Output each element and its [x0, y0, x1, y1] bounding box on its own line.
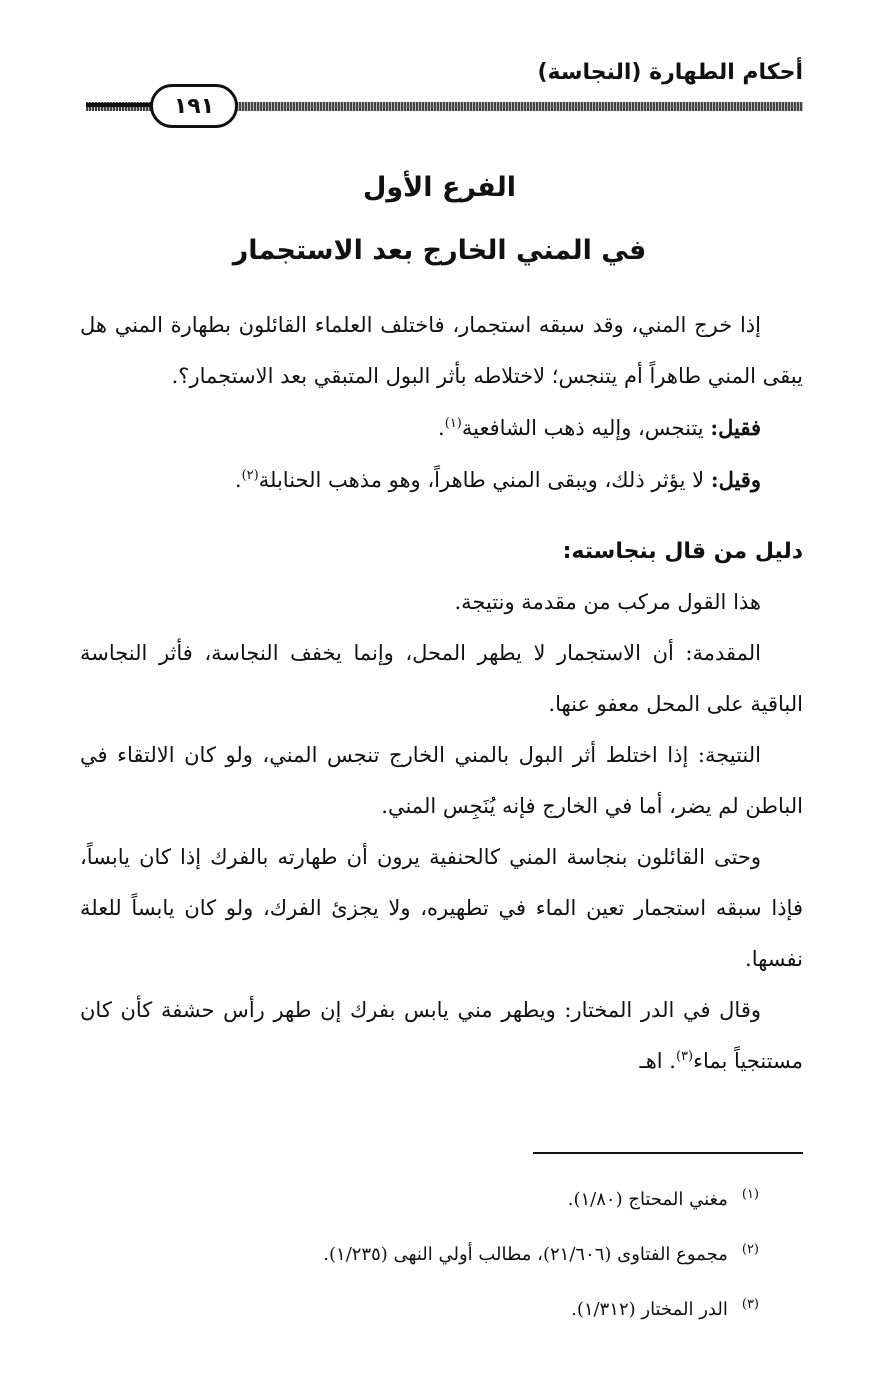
footnote-number: (٢) — [741, 1242, 759, 1257]
footnote-text: الدر المختار (١/٣١٢). — [571, 1299, 728, 1320]
opinion-second-end: . — [234, 468, 242, 492]
opinion-second-text: لا يؤثر ذلك، ويبقى المني طاهراً، وهو مذهب الحنابلة — [258, 468, 711, 492]
footnote-item — [80, 1225, 759, 1280]
opinion-first-end: . — [438, 416, 445, 440]
footnote-item — [80, 1280, 759, 1335]
opinion-first-lead: فقيل: — [710, 415, 761, 440]
footnote-item — [80, 1170, 759, 1225]
paragraph-durr-quote — [80, 985, 803, 1087]
opinion-first-text: يتنجس، وإليه ذهب الشافعية — [461, 416, 711, 440]
opinion-first — [80, 402, 803, 454]
section-subtitle: في المني الخارج بعد الاستجمار — [232, 235, 647, 266]
durr-quote-end: . اهـ — [639, 1049, 676, 1073]
body-text — [80, 300, 803, 1087]
durr-quote-text: وقال في الدر المختار: ويطهر مني يابس بفرك إن طهر رأس حشفة كأن كان مستنجياً بماء — [80, 998, 803, 1073]
paragraph-composition: هذا القول مركب من مقدمة ونتيجة. — [454, 590, 761, 614]
running-title: أحكام الطهارة (النجاسة) — [537, 60, 803, 85]
page-number-badge: ١٩١ — [150, 84, 238, 128]
opinion-second — [80, 454, 803, 506]
footnote-number: (١) — [741, 1187, 759, 1202]
footnote-text: مجموع الفتاوى (٢١/٦٠٦)، مطالب أولي النهى (١/٢٣٥). — [323, 1244, 728, 1265]
footnote-ref-1[interactable]: (١) — [444, 416, 462, 431]
footnotes-list — [80, 1170, 759, 1335]
footnote-ref-3[interactable]: (٣) — [675, 1049, 694, 1064]
footnote-ref-2[interactable]: (٢) — [241, 468, 259, 483]
paragraph-hanafi: وحتى القائلون بنجاسة المني كالحنفية يرون أن طهارته بالفرك إذا كان يابساً، فإذا سبقه استجمار تعين الماء في تطهيره، ولا يجزئ الفرك، ولو كان يابساً للعلة نفسها. — [80, 845, 803, 971]
footnote-number: (٣) — [741, 1297, 759, 1312]
footnote-separator — [533, 1152, 803, 1154]
paragraph-intro: إذا خرج المني، وقد سبقه استجمار، فاختلف العلماء القائلون بطهارة المني هل يبقى المني طاهراً أم يتنجس؛ لاختلاطه بأثر البول المتبقي بعد الاستجمار؟. — [80, 313, 803, 388]
paragraph-conclusion: النتيجة: إذا اختلط أثر البول بالمني الخارج تنجس المني، ولو كان الالتقاء في الباطن لم يضر، أما في الخارج فإنه يُنَجِس المني. — [80, 743, 803, 818]
footnote-text: مغني المحتاج (١/٨٠). — [567, 1189, 728, 1210]
evidence-subheading: دليل من قال بنجاسته: — [562, 539, 803, 564]
opinion-second-lead: وقيل: — [710, 467, 761, 492]
section-title: الفرع الأول — [362, 172, 517, 203]
paragraph-premise: المقدمة: أن الاستجمار لا يطهر المحل، وإنما يخفف النجاسة، فأثر النجاسة الباقية على المحل معفو عنها. — [80, 641, 803, 716]
